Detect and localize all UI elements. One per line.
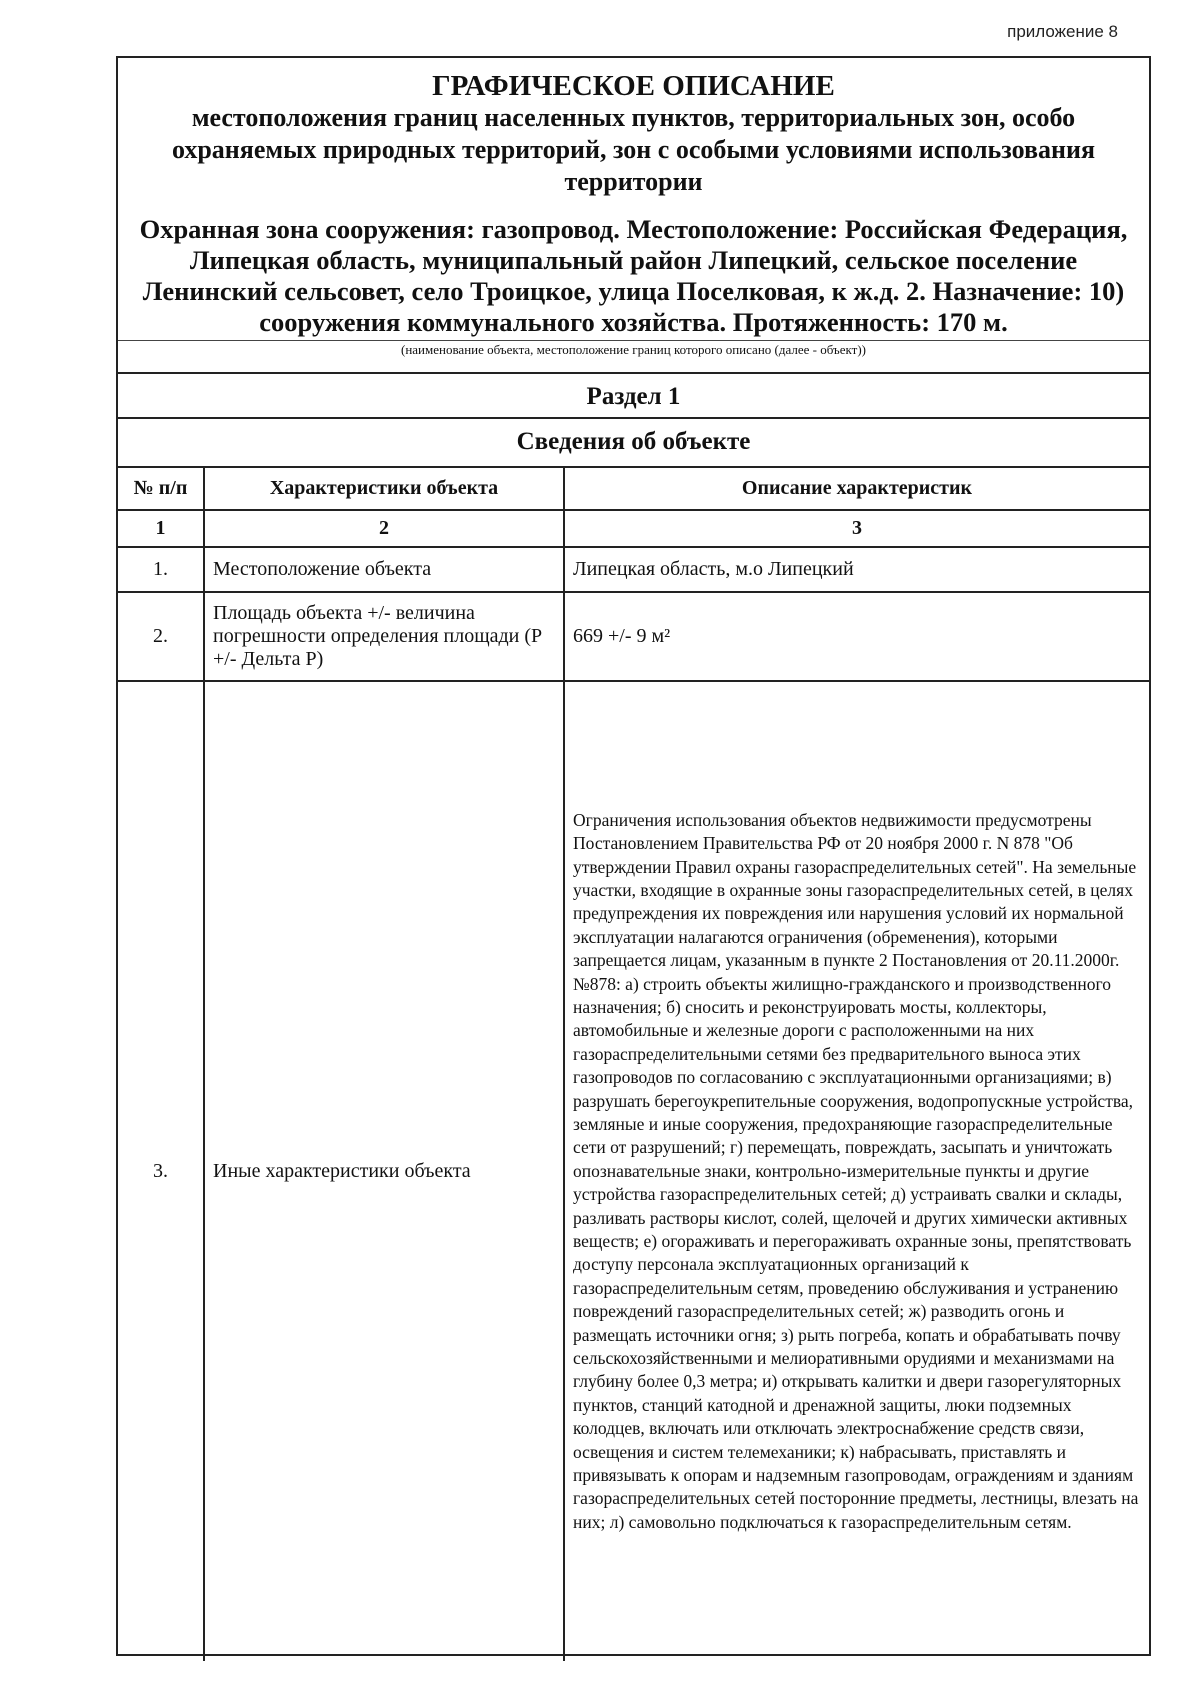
row-description: 669 +/- 9 м² <box>564 592 1149 681</box>
column-number-row <box>118 510 1149 547</box>
row-description: Ограничения использования объектов недвижимости предусмотрены Постановлением Правительства РФ от 20 ноября 2000 г. N 878 "Об утверждении Правил охраны газораспределительных сетей". На земельные участки, входящие в охранные зоны газораспределительных сетей, в целях предупреждения их повреждения или нарушения условий их нормальной эксплуатации налагаются ограничения (обременения), которыми запрещается лицам, указанным в пункте 2 Постановления от 20.11.2000г. №878: а) строить объекты жилищно-гражданского и производственного назначения; б) сносить и реконструировать мосты, коллекторы, автомобильные и железные дороги с расположенными на них газораспределительными сетями без предварительного выноса этих газопроводов по согласованию с эксплуатационными организациями; в) разрушать берегоукрепительные сооружения, водопропускные устройства, земляные и иные сооружения, предохраняющие газораспределительные сети от разрушений; г) перемещать, повреждать, засыпать и уничтожать опознавательные знаки, контрольно-измерительные пункты и другие устройства газораспределительных сетей; д) устраивать свалки и склады, разливать растворы кислот, солей, щелочей и других химически активных веществ; е) огораживать и перегораживать охранные зоны, препятствовать доступу персонала эксплуатационных организаций к газораспределительным сетям, проведению обслуживания и устранению повреждений газораспределительных сетей; ж) разводить огонь и размещать источники огня; з) рыть погреба, копать и обрабатывать почву сельскохозяйственными и мелиоративными орудиями и механизмами на глубину более 0,3 метра; и) открывать калитки и двери газорегуляторных пунктов, станций катодной и дренажной защиты, люки подземных колодцев, включать или отключать электроснабжение средств связи, освещения и систем телемеханики; к) набрасывать, приставлять и привязывать к опорам и надземным газопроводам, ограждениям и зданиям газораспределительных сетей посторонние предметы, лестницы, влезать на них; л) самовольно подключаться к газораспределительным сетям. <box>564 681 1149 1661</box>
header-number: № п/п <box>118 468 204 510</box>
section-title: Раздел 1 <box>118 374 1149 419</box>
object-info-table <box>118 468 1149 1661</box>
row-number: 3. <box>118 681 204 1661</box>
object-name: Охранная зона сооружения: газопровод. Местоположение: Российская Федерация, Липецкая область, муниципальный район Липецкий, сельское поселение Ленинский сельсовет, село Троицкое, улица Поселковая, к ж.д. 2. Назначение: 10) сооружения коммунального хозяйства. Протяженность: 170 м. <box>139 214 1128 337</box>
header-description: Описание характеристик <box>564 468 1149 510</box>
row-characteristic: Иные характеристики объекта <box>204 681 564 1661</box>
header-characteristic: Характеристики объекта <box>204 468 564 510</box>
table-row <box>118 547 1149 592</box>
row-characteristic: Площадь объекта +/- величина погрешности определения площади (P +/- Дельта P) <box>204 592 564 681</box>
document-subtitle: местоположения границ населенных пунктов, территориальных зон, особо охраняемых природных территорий, зон с особыми условиями использования территории <box>171 103 1096 196</box>
document-title: ГРАФИЧЕСКОЕ ОПИСАНИЕ <box>432 70 835 102</box>
appendix-label: приложение 8 <box>1007 22 1118 41</box>
table-row <box>118 681 1149 1661</box>
section-subtitle: Сведения об объекте <box>118 419 1149 468</box>
object-caption: (наименование объекта, местоположение границ которого описано (далее - объект)) <box>118 341 1149 374</box>
column-number: 1 <box>118 510 204 547</box>
document-frame <box>116 56 1151 1656</box>
row-number: 1. <box>118 547 204 592</box>
document-header <box>118 58 1149 341</box>
table-row <box>118 592 1149 681</box>
row-description: Липецкая область, м.о Липецкий <box>564 547 1149 592</box>
column-number: 2 <box>204 510 564 547</box>
row-number: 2. <box>118 592 204 681</box>
row-characteristic: Местоположение объекта <box>204 547 564 592</box>
column-number: 3 <box>564 510 1149 547</box>
table-header-row <box>118 468 1149 510</box>
